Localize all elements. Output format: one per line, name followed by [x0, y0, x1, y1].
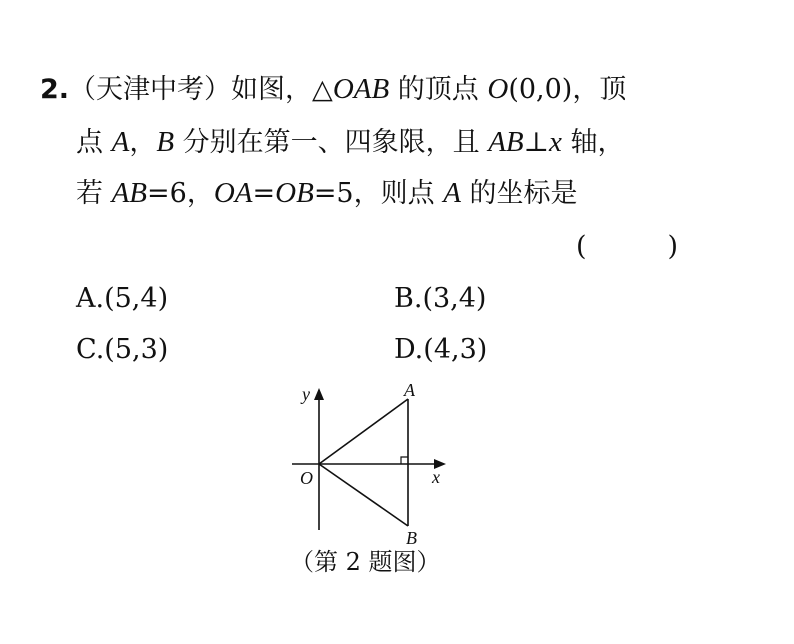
- option-b[interactable]: [394, 282, 486, 316]
- question-line-3: 若 AB=6，OA=OB=5，则点 A 的坐标是: [76, 177, 578, 209]
- question-line-1: 2.（天津中考）如图，△OAB 的顶点 O(0,0)，顶: [40, 73, 627, 105]
- question-line-2: 点 A，B 分别在第一、四象限，且 AB⊥x 轴，: [76, 126, 625, 158]
- y-axis-arrow: [314, 388, 324, 400]
- option-d[interactable]: [394, 333, 487, 367]
- option-value: (3,4): [422, 283, 487, 314]
- segment-oa: [319, 399, 408, 464]
- perpendicular-symbol: ⊥: [523, 127, 550, 158]
- option-value: (5,3): [104, 334, 169, 365]
- figure-caption: （第 2 题图）: [290, 548, 441, 576]
- option-letter: A.: [76, 283, 105, 314]
- label-y: y: [302, 384, 310, 404]
- option-letter: D.: [394, 334, 424, 365]
- label-b: B: [406, 528, 417, 548]
- label-o: O: [300, 468, 313, 488]
- option-value: (4,3): [423, 334, 488, 365]
- coordinate-figure: [286, 380, 466, 550]
- option-a[interactable]: [76, 282, 168, 316]
- option-value: (5,4): [104, 283, 169, 314]
- right-angle-mark: [401, 457, 408, 464]
- answer-bracket: ( ): [576, 231, 679, 262]
- question-number: 2.: [40, 74, 70, 105]
- option-letter: C.: [76, 334, 105, 365]
- option-letter: B.: [394, 283, 423, 314]
- question-source: （天津中考）: [69, 74, 232, 105]
- label-a: A: [404, 380, 415, 400]
- label-x: x: [432, 467, 440, 487]
- segment-ob: [319, 464, 408, 526]
- option-c[interactable]: [76, 333, 168, 367]
